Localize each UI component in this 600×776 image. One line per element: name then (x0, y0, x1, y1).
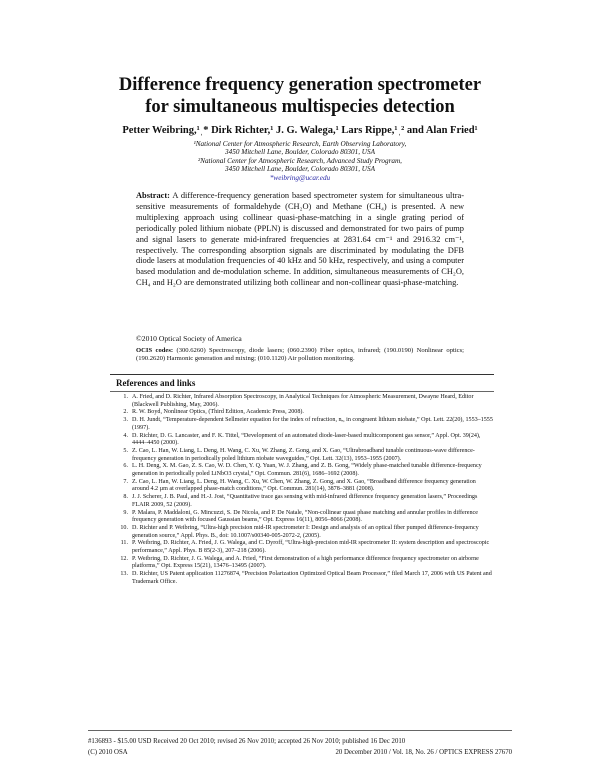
reference-text: D. H. Jundt, “Temperature-dependent Sellmeier equation for the index of refraction, nₑ, in congruent lithium niobate,” Opt. Lett. 22(20), 1553–1555 (1997). (132, 417, 493, 431)
reference-text: D. Richter and P. Weibring, “Ultra-high precision mid-IR spectrometer I: Design and analysis of an optical fiber pumped difference-frequency generation source,” Appl. Phys. B., doi: 10.1007/s00340-005-2072-2, (2005). (132, 524, 479, 539)
affiliations (60, 140, 540, 182)
author-list: Petter Weibring,¹ˌ* Dirk Richter,¹ J. G. Walega,¹ Lars Rippe,¹ˌ² and Alan Fried¹ (122, 125, 478, 136)
reference-text: P. Weibring, D. Richter, A. Fried, J. G. Walega, and C. Dyroff, “Ultra-high-precision mid-IR spectrometer II: system description and spectroscopic performance,” Appl. Phys. B 85(2-3), 207–218 (2006). (132, 540, 490, 555)
affiliation-line: 3450 Mitchell Lane, Boulder, Colorado 80301, USA (225, 148, 375, 157)
ocis-label: OCIS codes: (136, 347, 174, 354)
reference-number: 12. (120, 555, 128, 562)
contact-email-link[interactable]: *weibring@ucar.edu (269, 173, 331, 182)
reference-list (116, 394, 494, 587)
reference-item (116, 394, 494, 409)
reference-number: 1. (123, 394, 128, 400)
footer-journal-line (88, 749, 512, 756)
reference-item (116, 510, 494, 525)
paper-title (60, 74, 540, 118)
reference-number: 6. (123, 463, 128, 470)
reference-text: P. Weibring, D. Richter, J. G. Walega, and A. Fried, “First demonstration of a high performance difference frequency spectrometer on airborne platforms,” Opt. Express 15(21), 13476–13495 (2007). (132, 555, 479, 570)
reference-number: 2. (123, 409, 128, 416)
reference-number: 7. (123, 478, 128, 485)
reference-item (116, 571, 494, 586)
reference-number: 13. (120, 571, 128, 578)
reference-text: D. Richter, D. G. Lancaster, and F. K. Tittel, “Development of an automated diode-laser-based multicomponent gas sensor,” Appl. Opt. 39(24), 4444–4450 (2000). (132, 432, 481, 447)
reference-item (116, 525, 494, 540)
reference-item (116, 448, 494, 463)
affiliation-line: ²National Center for Atmospheric Research, Advanced Study Program, (198, 156, 402, 165)
abstract-label: Abstract: (136, 191, 170, 200)
title-line-2: for simultaneous multispecies detection (145, 97, 455, 117)
reference-item (116, 409, 494, 417)
reference-number: 9. (123, 509, 128, 516)
reference-number: 11. (120, 540, 128, 547)
reference-item (116, 494, 494, 509)
ocis-text: (300.6260) Spectroscopy, diode lasers; (060.2390) Fiber optics, infrared; (190.0190) Nonlinear optics; (190.2620) Harmonic generation and mixing; (010.1120) Air pollution monitoring. (136, 347, 465, 363)
reference-text: A. Fried, and D. Richter, Infrared Absorption Spectroscopy, in Analytical Techniques for Atmospheric Measurement, Dwayne Heard, Editor (Blackwell Publishing, May, 2006). (132, 394, 474, 408)
ocis-codes (136, 347, 464, 364)
title-line-1: Difference frequency generation spectrometer (118, 75, 482, 95)
affiliation-line: ¹National Center for Atmospheric Research, Earth Observing Laboratory, (193, 140, 407, 148)
reference-number: 10. (120, 524, 128, 531)
footer-citation: 20 December 2010 / Vol. 18, No. 26 / OPTICS EXPRESS 27670 (335, 749, 512, 756)
reference-text: J. J. Scherer, J. B. Paul, and H.-J. Jost, “Quantitative trace gas sensing with mid-infrared difference frequency generation lasers,” Proceedings FLAIR 2009, 52 (2009). (132, 494, 478, 508)
reference-text: L. H. Deng, X. M. Gao, Z. S. Cao, W. D. Chen, Y. Q. Yuan, W. J. Zhang, and Z. B. Gong, “Widely phase-matched tunable difference-frequency generation in periodically poled LiNbO3 crystal,” Opt. Commun. 281(6), 1686–1692 (2008). (132, 463, 482, 478)
footer-divider (88, 730, 512, 731)
affiliation-line: 3450 Mitchell Lane, Boulder, Colorado 80301, USA (225, 165, 375, 174)
references-heading: References and links (116, 378, 196, 388)
reference-text: Z. Cao, L. Han, W. Liang, L. Deng, H. Wang, C. Xu, W. Zhang, Z. Gong, and X. Gao, “Ultrabroadband tunable continuous-wave difference-frequency generation in periodically poled lithium niobate waveguides,” Opt. Lett. 32(13), 1953–1955 (2007). (132, 447, 475, 462)
reference-text: P. Malara, P. Maddaloni, G. Mincuzzi, S. De Nicola, and P. De Natale, “Non-collinear quasi phase matching and annular profiles in difference frequency generation with focused Gaussian beams,” Opt. Express 16(11), 8056–8066 (2008). (132, 509, 478, 524)
reference-item (116, 433, 494, 448)
section-divider (110, 374, 494, 375)
abstract (136, 191, 464, 289)
footer-copyright: (C) 2010 OSA (88, 749, 128, 756)
reference-number: 3. (123, 417, 128, 424)
reference-text: Z. Cao, L. Han, W. Liang, L. Deng, H. Wang, C. Xu, W. Chen, W. Zhang, Z. Gong, and X. Gao, “Broadband difference frequency generation around 4.2 µm at overlapped phase-match conditions,” Opt. Commun. 281(14), 3878–3881 (2008). (132, 478, 476, 493)
reference-number: 8. (123, 494, 128, 501)
reference-item (116, 540, 494, 555)
reference-item (116, 463, 494, 478)
reference-number: 5. (123, 447, 128, 454)
reference-text: R. W. Boyd, Nonlinear Optics, (Third Edition, Academic Press, 2008). (132, 409, 304, 416)
reference-text: D. Richter, US Patent application 11276874, “Precision Polarization Optimized Optical Beam Processor,” filed March 17, 2006 with US Patent and Trademark Office. (132, 571, 492, 585)
reference-item (116, 479, 494, 494)
reference-item (116, 556, 494, 571)
reference-item (116, 417, 494, 432)
copyright-notice: ©2010 Optical Society of America (136, 334, 242, 343)
footer-publication-info: #136893 - $15.00 USD Received 20 Oct 2010; revised 26 Nov 2010; accepted 26 Nov 2010; published 16 Dec 2010 (88, 738, 406, 745)
reference-number: 4. (123, 432, 128, 439)
abstract-text: A difference-frequency generation based spectrometer system for simultaneous ultra-sensitive measurements of formaldehyde (CH₂O) and Methane (CH₄) is presented. A new multiplexing approach using collinear quasi-phase-matching in a single grating period of periodically poled lithium niobate (PPLN) is discussed and demonstrated for two pairs of pump and signal lasers to generate mid-infrared frequencies at 2831.64 cm⁻¹ and 2916.32 cm⁻¹, respectively. The corresponding absorption signals are discriminated by modulating the DFB diode lasers at modulation frequencies of 40 kHz and 50 kHz, respectively, and using a computer based modulation and de-modulation scheme. In addition, simultaneous measurements of CH₂O, CH₄ and H₂O are demonstrated utilizing both collinear and non-collinear quasi-phase-matching. (136, 191, 464, 288)
references-divider (110, 391, 494, 392)
